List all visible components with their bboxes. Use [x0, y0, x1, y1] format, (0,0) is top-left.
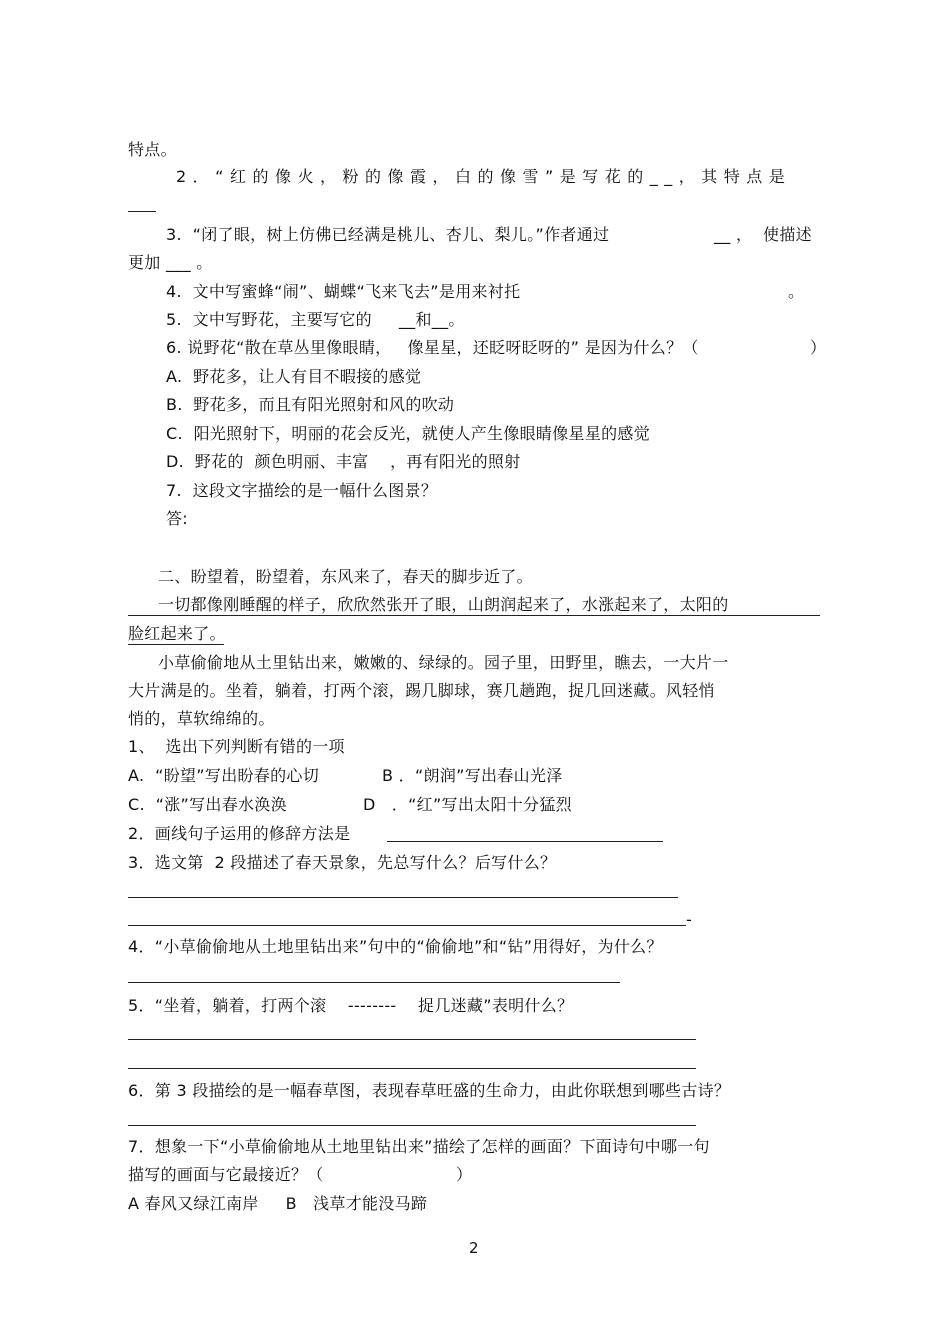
question-3: 3．选文第 2 段描述了春天景象，先总写什么？后写什么？: [128, 853, 557, 872]
continuation-text: 特点。: [128, 140, 177, 159]
paragraph-1-cont: 脸红起来了。: [128, 624, 226, 643]
question-7-cont: 描写的画面与它最接近？（: [128, 1165, 324, 1184]
answer-line: [128, 1039, 696, 1040]
section-heading: 二、盼望着，盼望着，东风来了，春天的脚步近了。: [158, 567, 533, 586]
option-d: D. 野花的 颜色明丽、丰富 ，再有阳光的照射: [166, 452, 521, 471]
question-7: 7．想象一下“小草偷偷地从土地里钻出来”描绘了怎样的画面？下面诗句中哪一句: [128, 1137, 710, 1156]
question-5: 5．“坐着，躺着，打两个滚 -------- 捉几迷藏”表明什么？: [128, 996, 574, 1015]
paragraph-2: 小草偷偷地从土里钻出来，嫩嫩的、绿绿的。园子里，田野里，瞧去，一大片一: [158, 653, 729, 672]
option-b: B ．“朗润”写出春山光泽: [382, 766, 563, 785]
answer-line: [128, 925, 686, 926]
dash-mark: -: [686, 910, 693, 929]
question-6-paren: ）: [810, 338, 827, 357]
question-1: 1、 选出下列判断有错的一项: [128, 737, 345, 756]
paragraph-1: 一切都像刚睡醒的样子，欣欣然张开了眼，山朗润起来了，水涨起来了，太阳的: [158, 595, 729, 614]
paragraph-2-line3: 悄的，草软绵绵的。: [128, 709, 275, 728]
answer-line: [128, 897, 678, 898]
question-4-end: 。: [788, 282, 805, 301]
question-6: 6. 说野花“散在草丛里像眼睛， 像星星，还眨呀眨呀的” 是因为什么？（: [166, 338, 699, 357]
answer-line: [128, 982, 620, 983]
question-2: 2．“红的像火，粉的像霞，白的像雪”是写花的__，其特点是: [176, 167, 792, 186]
question-3-cont: 更加 ___ 。: [128, 253, 213, 272]
answer-line: [128, 211, 156, 212]
answer-line: [128, 1125, 696, 1126]
paragraph-2-line2: 大片满是的。坐着，躺着，打两个滚，踢几脚球，赛几趟跑，捉几回迷藏。风轻悄: [128, 681, 715, 700]
underline: [128, 615, 820, 616]
question-7: 7. 这段文字描绘的是一幅什么图景？: [166, 481, 438, 500]
answer-line: [387, 841, 663, 842]
question-3-blank: __ ， 使描述: [714, 225, 812, 244]
option-a: A. 野花多，让人有目不暇接的感觉: [166, 367, 422, 386]
option-d: D ．“红”写出太阳十分猛烈: [363, 795, 572, 814]
question-4: 4. 文中写蜜蜂“闹”、蝴蝶“飞来飞去”是用来衬托: [166, 282, 521, 301]
question-6: 6．第 3 段描绘的是一幅春草图，表现春草旺盛的生命力，由此你联想到哪些古诗？: [128, 1081, 731, 1100]
question-5: 5. 文中写野花，主要写它的 __和__。: [166, 310, 465, 329]
question-7-paren: ）: [456, 1165, 473, 1184]
page-number: 2: [469, 1239, 479, 1257]
question-4: 4．“小草偷偷地从土地里钻出来”句中的“偷偷地”和“钻”用得好，为什么？: [128, 937, 663, 956]
option-c: C. 阳光照射下，明丽的花会反光，就使人产生像眼睛像星星的感觉: [166, 424, 651, 443]
question-3: 3. “闭了眼，树上仿佛已经满是桃儿、杏儿、梨儿。”作者通过: [166, 225, 610, 244]
option-c: C. “涨”写出春水涣涣: [128, 795, 287, 814]
underline: [128, 644, 224, 645]
question-7-options: A 春风又绿江南岸 B 浅草才能没马蹄: [128, 1194, 428, 1213]
question-2: 2．画线句子运用的修辞方法是: [128, 824, 351, 843]
answer-label: 答:: [166, 509, 188, 528]
answer-line: [128, 1068, 696, 1069]
option-a: A. “盼望”写出盼春的心切: [128, 766, 320, 785]
option-b: B. 野花多，而且有阳光照射和风的吹动: [166, 395, 455, 414]
